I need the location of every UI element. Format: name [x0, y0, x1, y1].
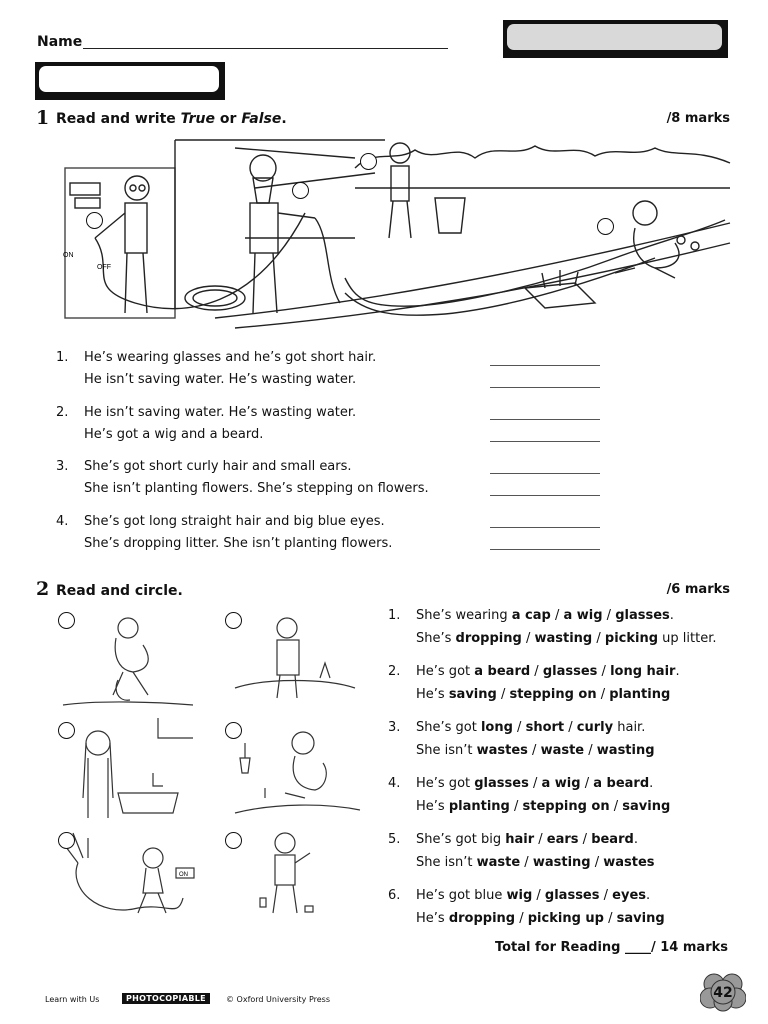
on-label: ON	[179, 872, 188, 878]
s2-item-5: 5. She’s got big hair / ears / beard. She isn’t waste / wasting / wastes	[388, 829, 738, 873]
sentence-text: up litter.	[658, 631, 717, 646]
sentence-text: He’s got blue	[416, 888, 507, 903]
answer-line[interactable]	[490, 527, 600, 528]
circle-option[interactable]: dropping	[455, 631, 522, 646]
picture-circle-1[interactable]	[58, 612, 75, 629]
circle-option[interactable]: wig	[506, 888, 533, 903]
sentence-text: He’s got	[416, 664, 475, 679]
sentence-text: /	[603, 911, 617, 926]
s1-item-4: 4. She’s got long straight hair and big blue eyes. She’s dropping litter. She isn’t planting flowers.	[56, 514, 393, 551]
sentence-text: .	[649, 776, 654, 791]
sentence-text: She’s	[416, 631, 456, 646]
sentence-text: /	[584, 743, 597, 758]
circle-option[interactable]: a wig	[563, 608, 603, 623]
picture-circle-2[interactable]	[225, 612, 242, 629]
off-label: OFF	[97, 264, 111, 271]
answer-line[interactable]	[490, 473, 600, 474]
circle-option[interactable]: ears	[546, 832, 579, 847]
circle-option[interactable]: a cap	[511, 608, 551, 623]
sentence-text: /	[578, 832, 592, 847]
class-box[interactable]	[503, 20, 728, 58]
name-field[interactable]	[83, 48, 448, 49]
s1-item-2: 2. He isn’t saving water. He’s wasting water. He’s got a wig and a beard.	[56, 405, 357, 442]
circle-option[interactable]: picking	[604, 631, 659, 646]
circle-option[interactable]: curly	[576, 720, 614, 735]
section-2-number: 2	[36, 578, 50, 600]
picture-girl-tap	[58, 718, 198, 823]
circle-option[interactable]: a wig	[541, 776, 581, 791]
sentence-text: /	[527, 743, 541, 758]
sentence-text: /	[580, 776, 594, 791]
picture-circle-4[interactable]	[225, 722, 242, 739]
circle-option[interactable]: picking up	[527, 911, 604, 926]
answer-line[interactable]	[490, 387, 600, 388]
sentence-text: She’s got big	[416, 832, 506, 847]
circle-option[interactable]: long	[480, 720, 513, 735]
sentence-text: She’s wearing	[416, 608, 512, 623]
s2-line[interactable]	[416, 661, 680, 683]
circle-option[interactable]: dropping	[448, 911, 516, 926]
sentence-text: hair.	[613, 720, 646, 735]
s1-item-3: 3. She’s got short curly hair and small ears. She isn’t planting flowers. She’s stepping on flowers.	[56, 459, 429, 496]
s2-line[interactable]	[416, 829, 638, 851]
answer-line[interactable]	[490, 419, 600, 420]
circle-option[interactable]: saving	[622, 799, 671, 814]
circle-option[interactable]: wastes	[476, 743, 528, 758]
circle-option[interactable]: glasses	[544, 888, 600, 903]
sentence-text: /	[515, 911, 528, 926]
circle-option[interactable]: glasses	[615, 608, 670, 623]
circle-option[interactable]: stepping on	[522, 799, 610, 814]
on-label: ON	[63, 252, 74, 259]
answer-line[interactable]	[490, 549, 600, 550]
picture-circle-6[interactable]	[225, 832, 242, 849]
circle-option[interactable]: saving	[616, 911, 665, 926]
garden-scene-illustration	[55, 128, 735, 338]
s2-line[interactable]	[416, 852, 655, 874]
sentence-text: .	[633, 832, 638, 847]
sentence-text: He’s	[416, 687, 449, 702]
sentence-text: /	[534, 832, 547, 847]
section-2-title: Read and circle.	[56, 583, 183, 599]
s1-item-1: 1. He’s wearing glasses and he’s got short hair. He isn’t saving water. He’s wasting water.	[56, 350, 377, 387]
date-box[interactable]	[35, 62, 225, 100]
sentence-text: He’s	[416, 799, 449, 814]
answer-line[interactable]	[490, 441, 600, 442]
circle-option[interactable]: glasses	[474, 776, 529, 791]
page-number: 42	[713, 985, 733, 1001]
sentence-text: /	[550, 608, 564, 623]
total-reading: Total for Reading ____/ 14 marks	[494, 940, 728, 955]
picture-circle-3[interactable]	[58, 722, 75, 739]
sentence-text: /	[602, 608, 616, 623]
sentence-text: /	[520, 855, 533, 870]
s2-line[interactable]	[416, 717, 645, 739]
circle-option[interactable]: beard	[591, 832, 634, 847]
section-1-title: Read and write True or False.	[56, 111, 287, 127]
circle-option[interactable]: a beard	[474, 664, 531, 679]
section-1-number: 1	[36, 107, 50, 129]
section-2-marks: /6 marks	[666, 582, 730, 597]
answer-line[interactable]	[490, 495, 600, 496]
s2-item-3: 3. She’s got long / short / curly hair. She isn’t wastes / waste / wasting	[388, 717, 738, 761]
sentence-text: /	[590, 855, 604, 870]
sentence-text: /	[592, 631, 605, 646]
sentence-text: She isn’t	[416, 855, 477, 870]
sentence-text: He’s got	[416, 776, 475, 791]
s2-line[interactable]	[416, 628, 717, 650]
s2-line[interactable]	[416, 684, 670, 706]
answer-line[interactable]	[490, 365, 600, 366]
sentence-text: /	[530, 664, 543, 679]
circle-option[interactable]: long hair	[610, 664, 676, 679]
photocopiable-badge: PHOTOCOPIABLE	[122, 993, 210, 1004]
sentence-text: /	[512, 720, 526, 735]
picture-girl-hose	[58, 828, 198, 933]
picture-circle-5[interactable]	[58, 832, 75, 849]
circle-option[interactable]: wasting	[532, 855, 591, 870]
copyright: © Oxford University Press	[226, 995, 331, 1004]
picture-girl-litter	[58, 610, 198, 715]
s2-line[interactable]	[416, 796, 670, 818]
sentence-text: /	[521, 631, 535, 646]
circle-option[interactable]: wastes	[603, 855, 655, 870]
circle-option[interactable]: planting	[448, 799, 510, 814]
scene-circle-4[interactable]	[597, 218, 614, 235]
circle-option[interactable]: a beard	[593, 776, 650, 791]
picture-boy-dropping	[225, 828, 365, 933]
s2-item-4: 4. He’s got glasses / a wig / a beard. He’s planting / stepping on / saving	[388, 773, 738, 817]
sentence-text: .	[675, 664, 680, 679]
sentence-text: /	[496, 687, 510, 702]
circle-option[interactable]: eyes	[612, 888, 647, 903]
s2-item-2: 2. He’s got a beard / glasses / long hair. He’s saving / stepping on / planting	[388, 661, 738, 705]
circle-option[interactable]: saving	[448, 687, 497, 702]
circle-option[interactable]: short	[525, 720, 565, 735]
sentence-text: .	[669, 608, 674, 623]
s2-item-6: 6. He’s got blue wig / glasses / eyes. He’s dropping / picking up / saving	[388, 885, 738, 929]
s2-item-1: 1. She’s wearing a cap / a wig / glasses. She’s dropping / wasting / picking up litter.	[388, 605, 738, 649]
sentence-text: /	[596, 687, 610, 702]
sentence-text: /	[609, 799, 623, 814]
sentence-text: /	[532, 888, 545, 903]
s2-line[interactable]	[416, 908, 665, 930]
sentence-text: She’s got	[416, 720, 481, 735]
circle-option[interactable]: hair	[505, 832, 535, 847]
page-number-badge	[700, 972, 746, 1012]
s2-line[interactable]	[416, 885, 650, 907]
circle-option[interactable]: planting	[609, 687, 671, 702]
circle-option[interactable]: stepping on	[509, 687, 597, 702]
circle-option[interactable]: wasting	[534, 631, 593, 646]
s2-line[interactable]	[416, 605, 674, 627]
sentence-text: /	[597, 664, 611, 679]
s2-line[interactable]	[416, 740, 655, 762]
circle-option[interactable]: wasting	[596, 743, 655, 758]
picture-boy-planting	[225, 718, 365, 823]
s2-line[interactable]	[416, 773, 653, 795]
section-1-marks: /8 marks	[666, 111, 730, 126]
sentence-text: /	[509, 799, 523, 814]
name-label: Name	[37, 34, 83, 50]
sentence-text: .	[646, 888, 651, 903]
sentence-text: /	[564, 720, 577, 735]
scene-circle-2[interactable]	[292, 182, 309, 199]
circle-option[interactable]: glasses	[542, 664, 598, 679]
circle-option[interactable]: waste	[476, 855, 521, 870]
footer-left: Learn with Us	[45, 995, 100, 1004]
picture-old-man	[225, 608, 365, 713]
sentence-text: /	[599, 888, 613, 903]
sentence-text: She isn’t	[416, 743, 477, 758]
scene-circle-1[interactable]	[86, 212, 103, 229]
circle-option[interactable]: waste	[540, 743, 585, 758]
sentence-text: He’s	[416, 911, 449, 926]
scene-circle-3[interactable]	[360, 153, 377, 170]
sentence-text: /	[528, 776, 542, 791]
